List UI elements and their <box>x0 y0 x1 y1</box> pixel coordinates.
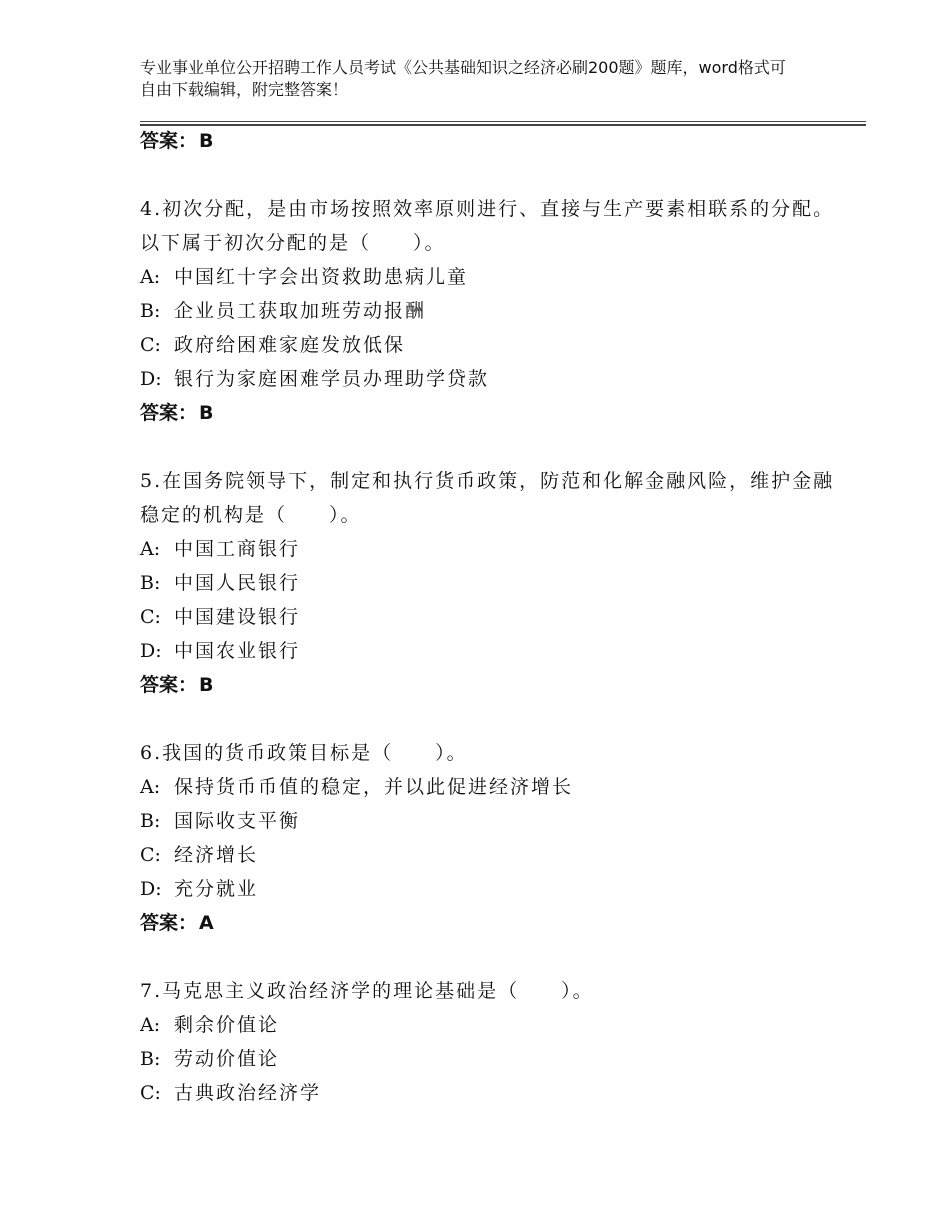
option-text: 保持货币币值的稳定，并以此促进经济增长 <box>174 776 574 798</box>
question-block <box>140 736 840 940</box>
answer-line <box>140 396 840 430</box>
option-key: B: <box>140 572 161 594</box>
answer-option <box>140 328 840 362</box>
option-text: 经济增长 <box>174 844 259 866</box>
option-key: D: <box>140 640 162 662</box>
answer-line <box>140 906 840 940</box>
answer-value: B <box>199 130 214 152</box>
option-text: 中国工商银行 <box>174 538 301 560</box>
option-key: A: <box>140 266 161 288</box>
option-text: 政府给困难家庭发放低保 <box>174 334 406 356</box>
document-body <box>140 124 840 1110</box>
option-key: B: <box>140 300 161 322</box>
question-stem: 5.在国务院领导下，制定和执行货币政策，防范和化解金融风险，维护金融稳定的机构是（ ）。 <box>140 470 835 526</box>
option-text: 古典政治经济学 <box>174 1082 322 1104</box>
question-block <box>140 974 840 1110</box>
answer-option <box>140 566 840 600</box>
option-text: 劳动价值论 <box>174 1048 280 1070</box>
option-text: 企业员工获取加班劳动报酬 <box>174 300 427 322</box>
answer-label: 答案： <box>140 912 198 934</box>
answer-option <box>140 804 840 838</box>
answer-option <box>140 532 840 566</box>
answer-line <box>140 668 840 702</box>
option-text: 充分就业 <box>174 878 259 900</box>
option-key: C: <box>140 844 161 866</box>
option-text: 中国人民银行 <box>174 572 301 594</box>
answer-option <box>140 1076 840 1110</box>
answer-option <box>140 1042 840 1076</box>
option-key: C: <box>140 1082 161 1104</box>
answer-value: A <box>199 912 214 934</box>
answer-option <box>140 634 840 668</box>
answer-option <box>140 362 840 396</box>
answer-value: B <box>199 402 214 424</box>
answer-option <box>140 1008 840 1042</box>
question-stem: 7.马克思主义政治经济学的理论基础是（ ）。 <box>140 980 594 1002</box>
answer-option <box>140 872 840 906</box>
option-key: C: <box>140 334 161 356</box>
option-key: D: <box>140 878 162 900</box>
option-text: 中国建设银行 <box>174 606 301 628</box>
option-key: B: <box>140 810 161 832</box>
option-text: 中国农业银行 <box>174 640 301 662</box>
question-stem: 4.初次分配，是由市场按照效率原则进行、直接与生产要素相联系的分配。以下属于初次分配的是（ ）。 <box>140 198 835 254</box>
answer-line <box>140 124 840 158</box>
option-text: 银行为家庭困难学员办理助学贷款 <box>174 368 490 390</box>
document-header: 专业事业单位公开招聘工作人员考试《公共基础知识之经济必刷200题》题库，word格式可自由下载编辑，附完整答案！ <box>140 58 786 99</box>
question-list <box>140 192 840 1110</box>
answer-option <box>140 260 840 294</box>
option-key: A: <box>140 776 161 798</box>
option-key: A: <box>140 538 161 560</box>
option-text: 中国红十字会出资救助患病儿童 <box>174 266 469 288</box>
option-key: C: <box>140 606 161 628</box>
question-stem: 6.我国的货币政策目标是（ ）。 <box>140 742 468 764</box>
answer-label: 答案： <box>140 130 198 152</box>
option-key: B: <box>140 1048 161 1070</box>
answer-label: 答案： <box>140 402 198 424</box>
answer-value: B <box>199 674 214 696</box>
answer-option <box>140 838 840 872</box>
answer-option <box>140 770 840 804</box>
answer-label: 答案： <box>140 674 198 696</box>
question-block <box>140 464 840 702</box>
option-key: A: <box>140 1014 161 1036</box>
option-key: D: <box>140 368 162 390</box>
answer-option <box>140 294 840 328</box>
question-block <box>140 192 840 430</box>
answer-option <box>140 600 840 634</box>
option-text: 剩余价值论 <box>174 1014 280 1036</box>
option-text: 国际收支平衡 <box>174 810 301 832</box>
